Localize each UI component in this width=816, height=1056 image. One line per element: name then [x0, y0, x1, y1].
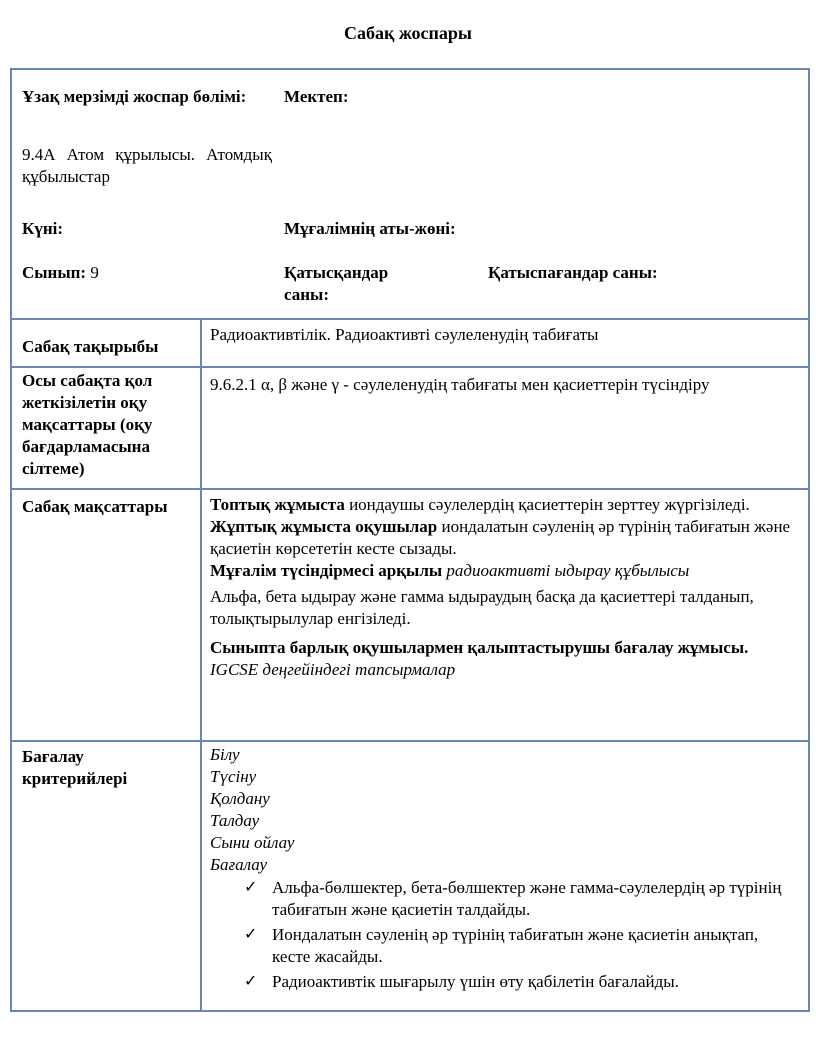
- goals-content: [202, 490, 808, 740]
- goals-p3-italic: радиоактивті ыдырау құбылысы: [442, 561, 690, 581]
- checkmark-icon: ✓: [244, 923, 258, 943]
- present-count-label: Қатысқандар саны:: [284, 263, 389, 305]
- absent-count-label: Қатыспағандар саны:: [488, 263, 658, 282]
- criteria-level: Білу: [210, 745, 240, 764]
- list-item: [244, 877, 798, 921]
- goals-p2-bold: Жұптық жұмыста оқушылар: [210, 517, 438, 537]
- class-label: Сынып:: [22, 263, 87, 282]
- goals-p2-text: иондалатын сәуленің әр түрінің табиғатын және қасиетін көрсететін кесте сызады.: [210, 517, 791, 559]
- topic-row: [12, 320, 808, 368]
- criteria-content: [202, 742, 808, 1010]
- goals-paragraph: [210, 637, 798, 681]
- goals-p3-bold: Мұғалім түсіндірмесі арқылы: [210, 561, 443, 581]
- goals-paragraph: [210, 516, 798, 560]
- criteria-level: Бағалау: [210, 855, 268, 875]
- criteria-level: Талдау: [210, 811, 260, 831]
- goals-row: [12, 490, 808, 742]
- criteria-level: Қолдану: [210, 789, 270, 809]
- objectives-value: 9.6.2.1 α, β және γ - сәулеленудің табиғаты мен қасиеттерін түсіндіру: [210, 375, 710, 394]
- goals-p5-bold: Сыныпта барлық оқушылармен қалыптастырушы бағалау жұмысы.: [210, 637, 749, 657]
- school-label: Мектеп:: [284, 87, 349, 106]
- goals-paragraph: [210, 494, 798, 516]
- goals-paragraph: Альфа, бета ыдырау және гамма ыдыраудың басқа да қасиеттері талданып, толықтырылулар енгізіледі.: [210, 587, 754, 629]
- topic-value: Радиоактивтілік. Радиоактивті сәулеленудің табиғаты: [210, 325, 599, 344]
- objectives-row: [12, 368, 808, 490]
- criteria-row: [12, 742, 808, 1010]
- date-label: Күні:: [22, 219, 64, 238]
- topic-label: Сабақ тақырыбы: [12, 320, 202, 366]
- criteria-label: Бағалау критерийлері: [12, 742, 202, 1010]
- class-value: 9: [90, 263, 99, 282]
- criteria-list: [210, 877, 798, 993]
- goals-p1-bold: Топтық жұмыста: [210, 495, 345, 514]
- checkmark-icon: ✓: [244, 876, 258, 896]
- header-block: [12, 70, 808, 320]
- objectives-label: Осы сабақта қол жеткізілетін оқу мақсаттары (оқу бағдарламасына сілтеме): [12, 368, 202, 488]
- long-term-label: Ұзақ мерзімді жоспар бөлімі:: [22, 87, 247, 106]
- class-field: [22, 262, 99, 284]
- long-term-value: 9.4А Атом құрылысы. Атомдық құбылыстар: [22, 145, 272, 187]
- goals-p1-text: иондаушы сәулелердің қасиеттерін зерттеу жүргізіледі.: [344, 495, 750, 514]
- teacher-label: Мұғалімнің аты-жөні:: [284, 219, 456, 238]
- goals-label: Сабақ мақсаттары: [12, 490, 202, 740]
- criteria-level: Түсіну: [210, 767, 257, 787]
- checkmark-icon: ✓: [244, 970, 258, 990]
- goals-p5-italic: IGCSE деңгейіндегі тапсырмалар: [210, 659, 456, 679]
- criteria-item-text: Иондалатын сәуленің әр түрінің табиғатын және қасиетін анықтап, кесте жасайды.: [272, 924, 759, 966]
- lesson-plan-table: [10, 68, 810, 1012]
- page-title: Сабақ жоспары: [344, 23, 472, 43]
- criteria-level: Сыни ойлау: [210, 833, 295, 853]
- goals-paragraph: [210, 560, 798, 582]
- list-item: [244, 971, 798, 993]
- criteria-item-text: Радиоактивтік шығарылу үшін өту қабілетін бағалайды.: [272, 971, 679, 991]
- criteria-item-text: Альфа-бөлшектер, бета-бөлшектер және гамма-сәулелердің әр түрінің табиғатын және қасиетін талдайды.: [272, 877, 782, 919]
- list-item: [244, 924, 798, 968]
